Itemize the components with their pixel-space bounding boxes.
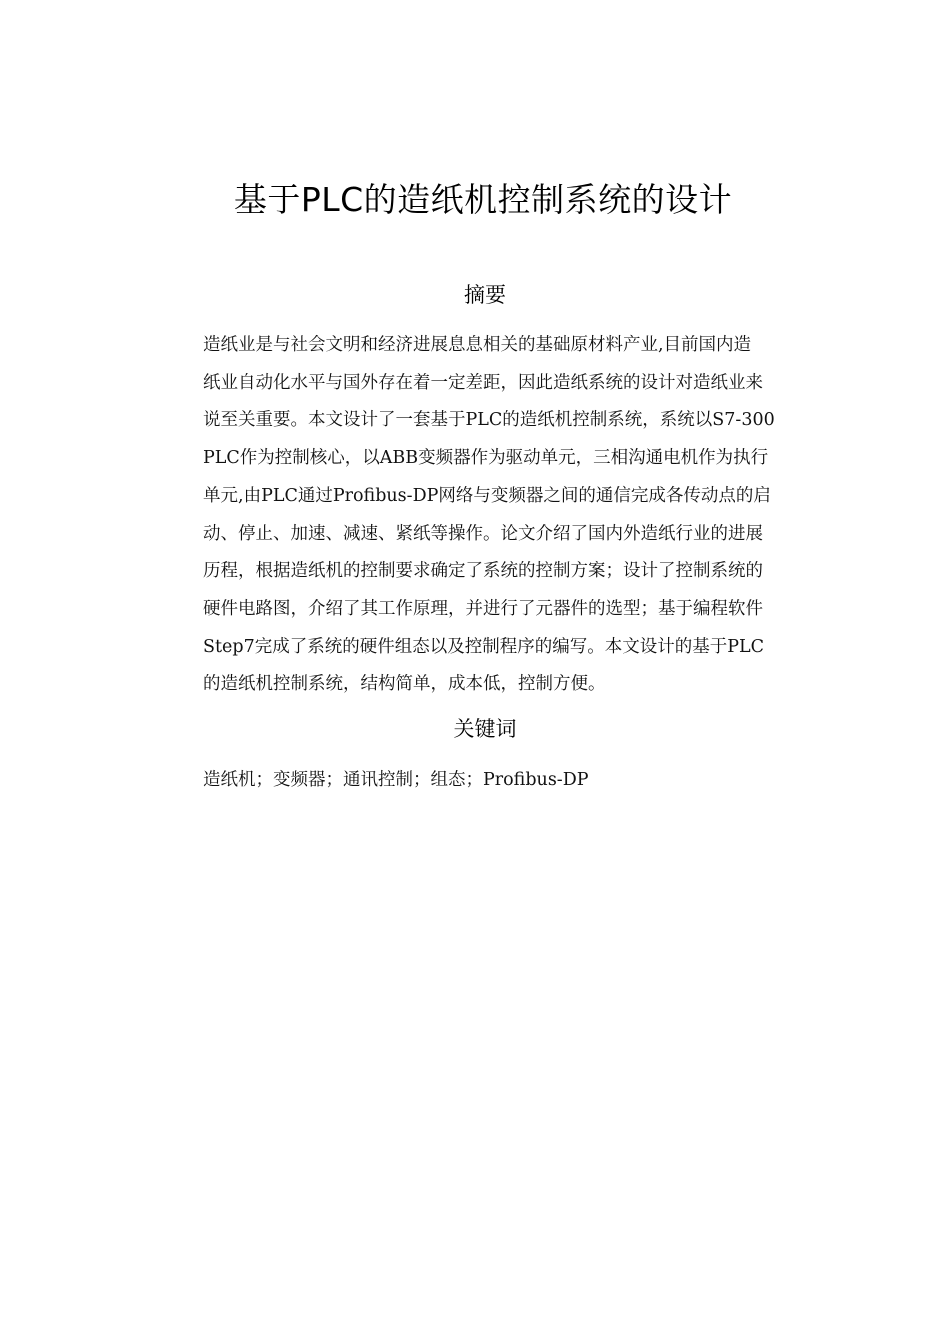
keywords-heading: 关键词 [453,717,517,741]
abstract-line: 单元,由PLC通过Profibus-DP网络与变频器之间的通信完成各传动点的启 [203,485,771,506]
abstract-line: 说至关重要。本文设计了一套基于PLC的造纸机控制系统，系统以S7-300 [203,410,775,431]
abstract-line: 造纸业是与社会文明和经济进展息息相关的基础原材料产业,目前国内造 [203,335,752,355]
abstract-body [203,327,833,704]
abstract-line: 纸业自动化水平与国外存在着一定差距，因此造纸系统的设计对造纸业来 [203,372,763,393]
keywords-text: 造纸机；变频器；通讯控制；组态；Profibus-DP [203,770,589,790]
paper-title: 基于PLC的造纸机控制系统的设计 [233,180,733,219]
abstract-line: PLC作为控制核心，以ABB变频器作为驱动单元，三相沟通电机作为执行 [203,448,769,469]
abstract-heading: 摘要 [464,283,506,307]
abstract-line: 硬件电路图，介绍了其工作原理，并进行了元器件的选型；基于编程软件 [203,598,763,619]
abstract-line: 的造纸机控制系统，结构简单，成本低，控制方便。 [203,674,606,695]
abstract-line: Step7完成了系统的硬件组态以及控制程序的编写。本文设计的基于PLC [203,636,764,657]
abstract-line: 动、停止、加速、减速、紧纸等操作。论文介绍了国内外造纸行业的进展 [203,523,763,544]
abstract-line: 历程，根据造纸机的控制要求确定了系统的控制方案；设计了控制系统的 [203,561,763,582]
